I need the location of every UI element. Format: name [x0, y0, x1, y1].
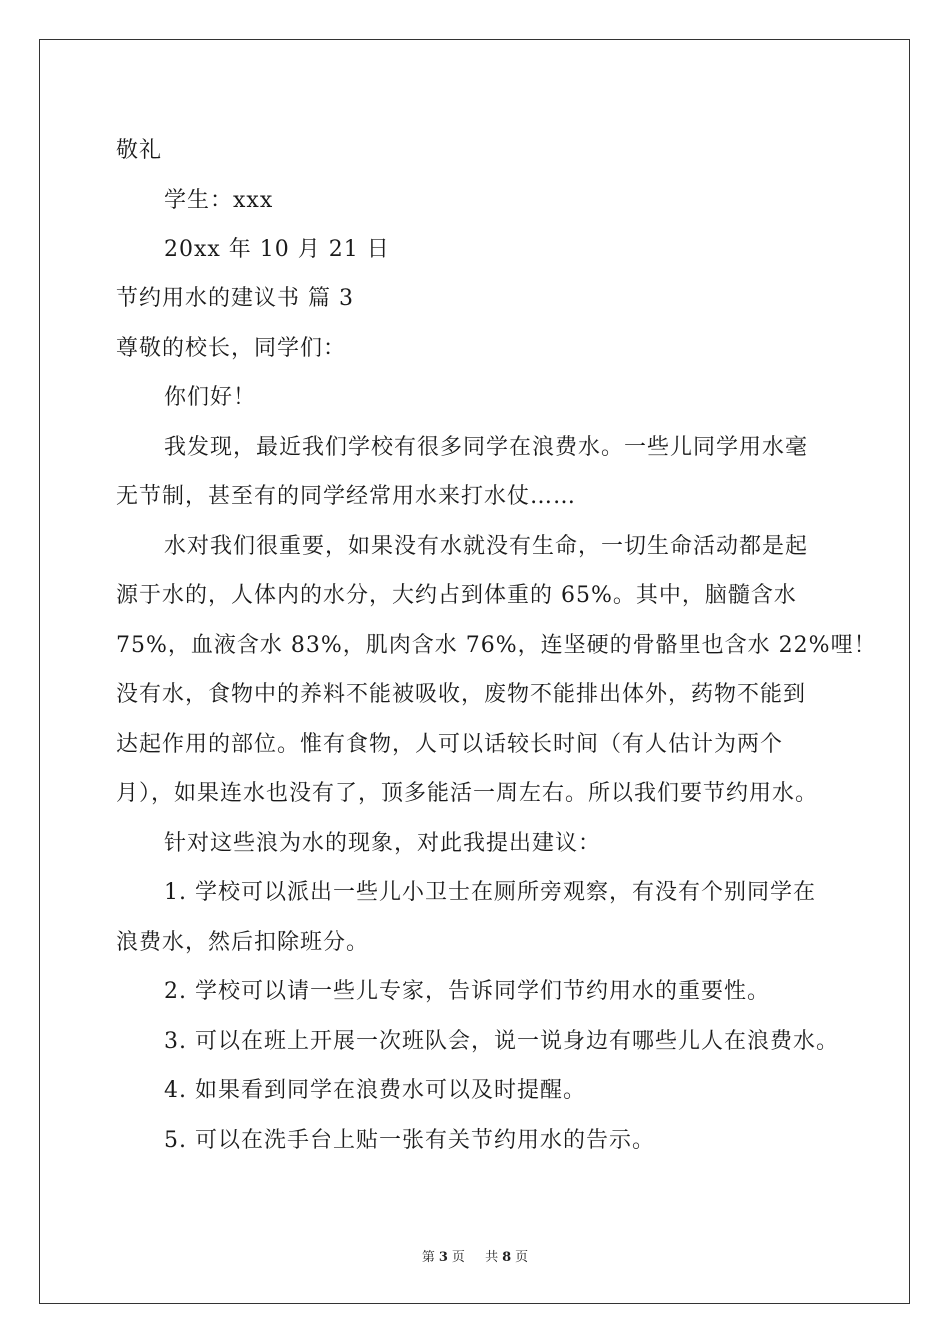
suggestion-item: 浪费水，然后扣除班分。	[116, 930, 370, 955]
paragraph2-line: 源于水的，人体内的水分，大约占到体重的 65%。其中，脑髓含水	[116, 583, 797, 608]
paragraph2-line: 月），如果连水也没有了，顶多能活一周左右。所以我们要节约用水。	[116, 781, 819, 806]
suggestion-item: 1. 学校可以派出一些儿小卫士在厕所旁观察，有没有个别同学在	[164, 880, 816, 905]
greeting-line: 你们好！	[164, 385, 257, 410]
total-prefix: 共	[485, 1250, 499, 1265]
total-suffix: 页	[515, 1250, 529, 1265]
suggestion-item: 4. 如果看到同学在浪费水可以及时提醒。	[164, 1078, 586, 1103]
total-pages: 8	[502, 1250, 512, 1265]
signature-line: 学生：xxx	[164, 188, 274, 213]
page-suffix: 页	[451, 1250, 465, 1265]
salutation-line: 尊敬的校长，同学们：	[116, 336, 347, 361]
suggestion-item: 3. 可以在班上开展一次班队会，说一说身边有哪些儿人在浪费水。	[164, 1029, 839, 1054]
page-border	[39, 39, 910, 1304]
suggestions-intro: 针对这些浪为水的现象，对此我提出建议：	[164, 831, 602, 856]
closing-line: 敬礼	[116, 138, 163, 163]
paragraph1-line: 我发现，最近我们学校有很多同学在浪费水。一些儿同学用水毫	[164, 435, 809, 460]
paragraph2-line: 达起作用的部位。惟有食物，人可以话较长时间（有人估计为两个	[116, 732, 784, 757]
page-prefix: 第	[421, 1250, 435, 1265]
total-indicator	[481, 1250, 532, 1265]
section-title: 节约用水的建议书 篇 3	[116, 286, 354, 311]
paragraph1-line: 无节制，甚至有的同学经常用水来打水仗……	[116, 484, 577, 509]
paragraph2-line: 水对我们很重要，如果没有水就没有生命，一切生命活动都是起	[164, 534, 809, 559]
paragraph2-line: 没有水，食物中的养料不能被吸收，废物不能排出体外，药物不能到	[116, 682, 807, 707]
paragraph2-line: 75%，血液含水 83%，肌肉含水 76%，连坚硬的骨骼里也含水 22%哩！	[116, 633, 877, 658]
date-line: 20xx 年 10 月 21 日	[164, 237, 390, 262]
suggestion-item: 5. 可以在洗手台上贴一张有关节约用水的告示。	[164, 1128, 655, 1153]
suggestion-item: 2. 学校可以请一些儿专家，告诉同学们节约用水的重要性。	[164, 979, 770, 1004]
page-indicator	[418, 1250, 469, 1265]
page-footer	[0, 1246, 950, 1265]
page-number: 3	[438, 1250, 448, 1265]
